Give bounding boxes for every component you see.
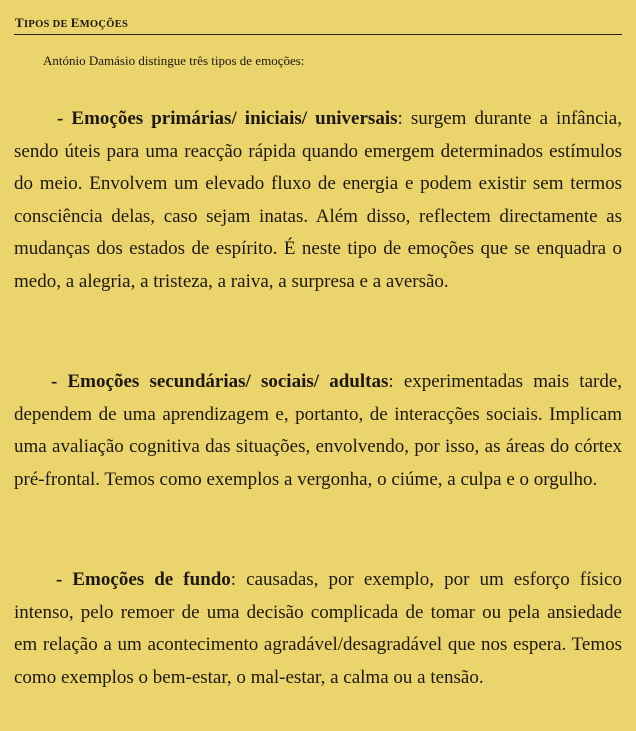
paragraph-lead: - Emoções secundárias/ sociais/ adultas xyxy=(51,371,389,392)
heading-initial-e: E xyxy=(70,15,80,30)
heading-word2-rest: MOÇÕES xyxy=(79,19,129,30)
paragraph-lead: - Emoções primárias/ iniciais/ universais xyxy=(57,108,398,129)
heading-initial-t: T xyxy=(15,15,24,30)
paragraph-body: : causadas, por exemplo, por um esforço físico intenso, pelo remoer de uma decisão complicada de tomar ou pela ansiedade em relação a um acontecimento agradável/desagradável que nos espera. Temos como exemplos o bem-estar, o mal-estar, a calma ou a tensão. xyxy=(14,569,622,688)
intro-text: António Damásio distingue três tipos de emoções: xyxy=(43,53,305,68)
paragraph-background-emotions xyxy=(14,564,622,694)
paragraph-lead: - Emoções de fundo xyxy=(56,569,231,590)
heading-rule xyxy=(14,34,622,35)
paragraph-primary-emotions xyxy=(14,103,622,298)
paragraph-body: : experimentadas mais tarde, dependem de uma aprendizagem e, portanto, de interacções sociais. Implicam uma avaliação cognitiva das situações, envolvendo, por isso, as áreas do córtex pré-frontal. Temos como exemplos a vergonha, o ciúme, a culpa e o orgulho. xyxy=(14,371,623,490)
paragraph-body: : surgem durante a infância, sendo úteis para uma reacção rápida quando emergem determinados estímulos do meio. Envolvem um elevado fluxo de energia e podem existir sem termos consciência delas, caso sejam inatas. Além disso, reflectem directamente as mudanças dos estados de espírito. É neste tipo de emoções que se enquadra o medo, a alegria, a tristeza, a raiva, a surpresa e a aversão. xyxy=(14,108,622,292)
heading-word1-rest: IPOS DE xyxy=(23,19,71,30)
section-heading xyxy=(15,15,128,31)
paragraph-secondary-emotions xyxy=(14,366,622,496)
